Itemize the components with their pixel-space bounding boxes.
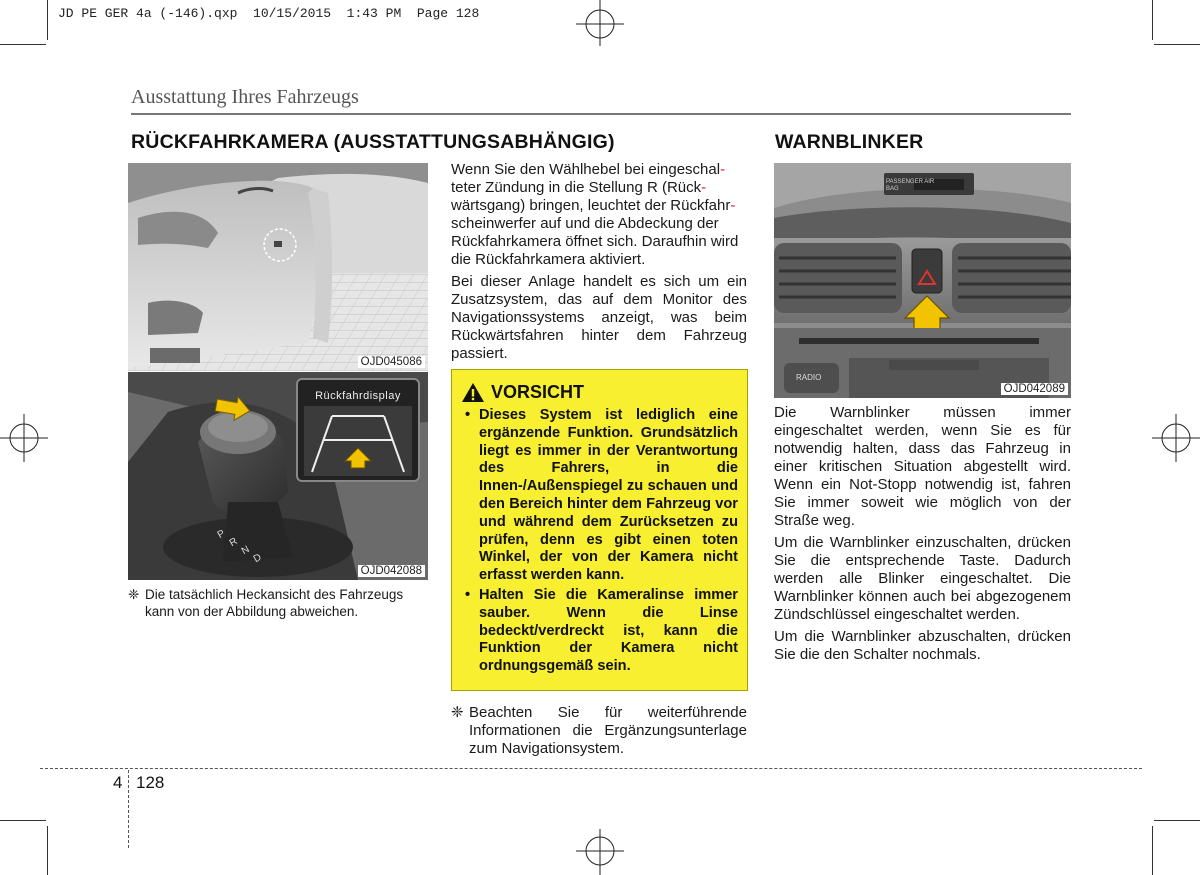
hazard-lights-body xyxy=(774,404,1071,668)
paragraph: Um die Warnblinker einzuschalten, drücken Sie die entsprechende Taste. Dadurch werden alle Blinker eingeschaltet. Die Warnblinker können auch bei abgezogenem Zündschlüssel eingeschaltet werden. xyxy=(774,534,1071,623)
rear-camera-title: RÜCKFAHRKAMERA (AUSSTATTUNGSABHÄNGIG) xyxy=(131,131,615,153)
crop-mark xyxy=(1152,0,1153,40)
warning-triangle-icon xyxy=(461,382,485,403)
registration-mark-right xyxy=(1152,414,1200,462)
caution-item: • Dieses System ist lediglich eine ergänzende Funktion. Grundsätzlich liegt es immer in der Verantwortung des Fahrers, in die Innen-/Außenspiegel zu schauen und den Bereich hinter dem Fahrzeug vor und während dem Zurücksetzen zu prüfen, denn es gibt einen toten Winkel, der von der Kamera nicht erfasst werden kann. xyxy=(461,407,738,585)
gear-lever-figure xyxy=(128,372,428,580)
text-line: Rückfahrkamera öffnet sich. Daraufhin wird xyxy=(451,233,739,250)
gear-letter: P xyxy=(215,528,227,541)
text-line: teter Zündung in die Stellung R (Rück- xyxy=(451,179,707,196)
gear-indicator xyxy=(216,527,276,577)
paragraph: Um die Warnblinker abzuschalten, drücken Sie die den Schalter nochmals. xyxy=(774,628,1071,663)
figure-code: OJD045086 xyxy=(358,356,425,368)
header-rule xyxy=(131,113,1071,115)
hazard-lights-title: WARNBLINKER xyxy=(775,131,924,153)
footer-divider xyxy=(40,768,1142,769)
registration-mark-left xyxy=(0,414,48,462)
text-line: die Rückfahrkamera aktiviert. xyxy=(451,251,646,268)
caution-heading xyxy=(461,382,738,403)
registration-mark-bottom xyxy=(576,829,624,875)
gear-letter: N xyxy=(239,543,252,558)
figure-code: OJD042088 xyxy=(358,565,425,577)
rear-view-figure xyxy=(128,163,428,371)
text-line: scheinwerfer auf und die Abdeckung der xyxy=(451,215,719,232)
hazard-switch-figure xyxy=(774,163,1071,398)
note-text: Beachten Sie für weiterführende Informationen die Ergänzungsunterlage zum Navigationsystem. xyxy=(469,704,747,757)
camera-display-inset xyxy=(296,378,420,482)
caution-list xyxy=(461,407,738,676)
camera-view xyxy=(304,406,412,476)
paragraph: Bei dieser Anlage handelt es sich um ein Zusatzsystem, das auf dem Monitor des Navigationssystems anzeigt, was beim Rückwärtsfahren hinter dem Fahrzeug passiert. xyxy=(451,273,747,362)
figure-code: OJD042089 xyxy=(1001,383,1068,395)
note-symbol: ❈ xyxy=(451,704,464,721)
gear-letter: D xyxy=(251,551,264,566)
text-line: wärtsgang) bringen, leuchtet der Rückfahr- xyxy=(451,197,736,214)
gear-letter: R xyxy=(227,535,240,550)
note-symbol: ❈ xyxy=(128,587,140,602)
crop-mark xyxy=(1154,44,1200,45)
page-number: 128 xyxy=(136,773,165,792)
caution-title: VORSICHT xyxy=(491,382,585,402)
caution-item: • Halten Sie die Kameralinse immer sauber. Wenn die Linse bedeckt/verdreckt ist, kann die Funktion der Kamera nicht ordnungsgemäß sein. xyxy=(461,587,738,676)
section-header: Ausstattung Ihres Fahrzeugs xyxy=(131,86,359,108)
chapter-number: 4 xyxy=(113,773,123,792)
car-rear-illustration xyxy=(128,163,428,371)
crop-mark xyxy=(0,820,46,821)
paragraph xyxy=(451,161,747,269)
left-note xyxy=(128,586,428,620)
crop-mark xyxy=(1154,820,1200,821)
passenger-airbag-label: PASSENGER AIR BAG xyxy=(886,179,935,192)
rear-camera-body xyxy=(451,161,747,367)
note-text: Die tatsächlich Heckansicht des Fahrzeugs kann von der Abbildung abweichen. xyxy=(145,587,404,619)
print-header: JD PE GER 4a (-146).qxp 10/15/2015 1:43 PM Page 128 xyxy=(58,6,480,21)
crop-mark xyxy=(1152,826,1153,875)
text-line: Wenn Sie den Wählhebel bei eingeschal- xyxy=(451,161,726,178)
registration-mark-top xyxy=(576,0,624,46)
page-number-divider xyxy=(128,770,129,848)
display-label: Rückfahrdisplay xyxy=(315,390,401,402)
crop-mark xyxy=(47,826,48,875)
crop-mark xyxy=(47,0,48,40)
crop-mark xyxy=(0,44,46,45)
middle-note xyxy=(451,704,747,758)
caution-box xyxy=(451,369,748,691)
paragraph: Die Warnblinker müssen immer eingeschaltet werden, wenn Sie es für notwendig halten, dass das Fahrzeug in einer kritischen Situation abgestellt wird. Wenn ein Not-Stopp notwendig ist, fahren Sie immer soweit wie möglich von der Straße weg. xyxy=(774,404,1071,529)
dashboard-illustration xyxy=(774,163,1071,398)
radio-label: RADIO xyxy=(796,373,822,382)
